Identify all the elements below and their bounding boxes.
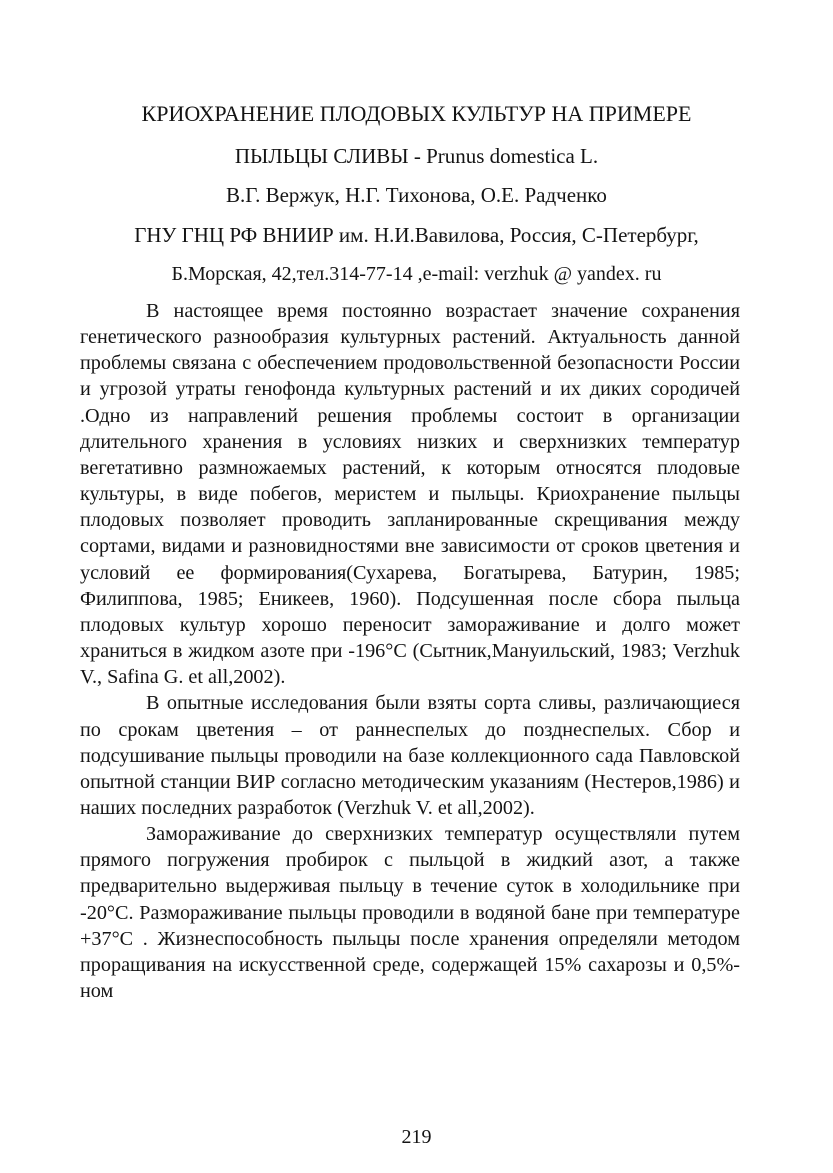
body-paragraph-1: В настоящее время постоянно возрастает значение сохранения генетического разнообразия культурных растений. Актуальность данной проблемы связана с обеспечением продовольственной безопасности России и угрозой утраты генофонда культурных растений и их диких сородичей .Одно из направлений решения проблемы состоит в организации длительного хранения в условиях низких и сверхнизких температур вегетативно размножаемых растений, к которым относятся плодовые культуры, в виде побегов, меристем и пыльцы. Криохранение пыльцы плодовых позволяет проводить запланированные скрещивания между сортами, видами и разновидностями вне зависимости от сроков цветения и условий ее формирования(Сухарева, Богатырева, Батурин, 1985; Филиппова, 1985; Еникеев, 1960). Подсушенная после сбора пыльца плодовых культур хорошо переносит замораживание и долго может храниться в жидком азоте при -196°С (Сытник,Мануильский, 1983; Verzhuk V., Safina G. et all,2002). (80, 300, 740, 689)
paper-title-line-1: КРИОХРАНЕНИЕ ПЛОДОВЫХ КУЛЬТУР НА ПРИМЕРЕ (141, 101, 692, 126)
paper-title-line-2: ПЫЛЬЦЫ СЛИВЫ - Prunus domestica L. (234, 144, 599, 168)
paper-address: Б.Морская, 42,тел.314-77-14 ,e-mail: verzhuk @ yandex. ru (171, 263, 662, 285)
paper-organization: ГНУ ГНЦ РФ ВНИИР им. Н.И.Вавилова, Россия, С-Петербург, (134, 223, 699, 247)
body-paragraph-2: В опытные исследования были взяты сорта сливы, различающиеся по срокам цветения – от раннеспелых до позднеспелых. Сбор и подсушивание пыльцы проводили на базе коллекционного сада Павловской опытной станции ВИР согласно методическим указаниям (Нестеров,1986) и наших последних разработок (Verzhuk V. et all,2002). (80, 692, 740, 819)
body-paragraph-3: Замораживание до сверхнизких температур осуществляли путем прямого погружения пробирок с пыльцой в жидкий азот, а также предварительно выдерживая пыльцу в течение суток в холодильнике при -20°С. Размораживание пыльцы проводили в водяной бане при температуре +37°С . Жизнеспособность пыльцы после хранения определяли методом проращивания на искусственной среде, содержащей 15% сахарозы и 0,5%-ном (80, 823, 740, 1003)
paper-authors: В.Г. Вержук, Н.Г. Тихонова, О.Е. Радченко (226, 183, 607, 207)
page-number: 219 (401, 1126, 432, 1148)
paper-body (80, 298, 740, 1004)
